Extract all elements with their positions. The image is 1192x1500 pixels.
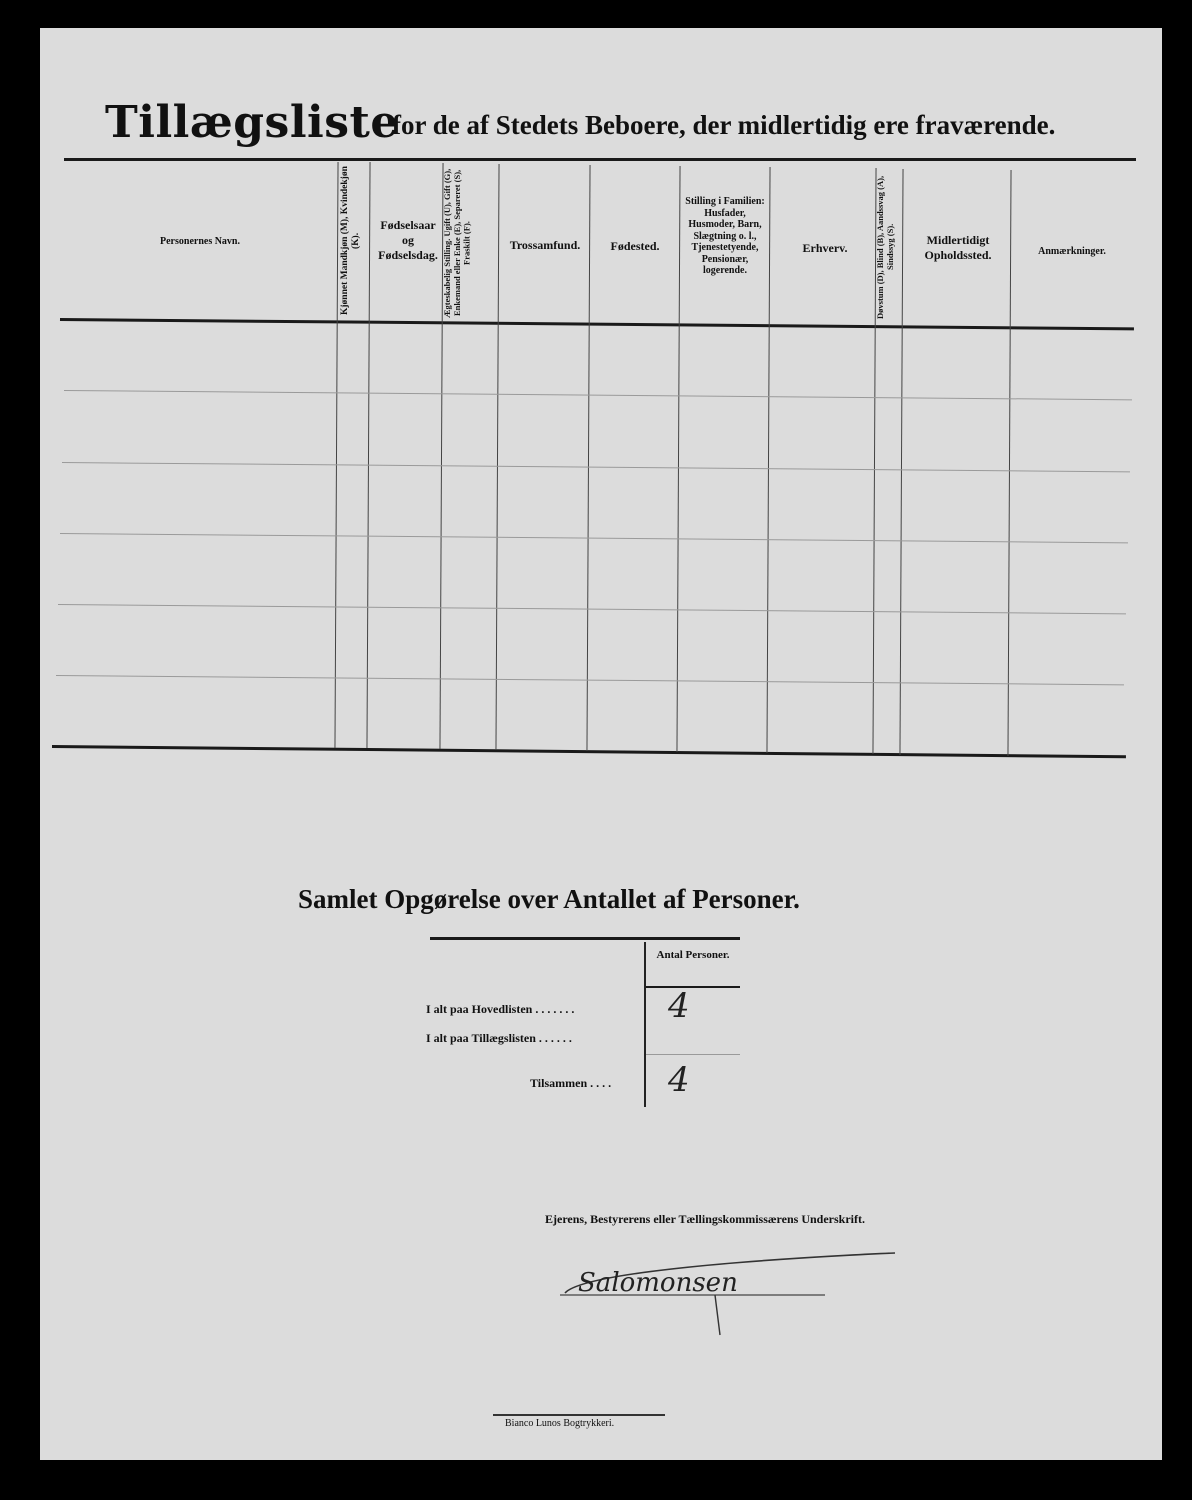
summary-value-hovedlisten: 4 [668, 986, 690, 1026]
summary-col-divider [644, 942, 646, 1107]
form-subtitle-emphasis: fraværende. [915, 110, 1056, 140]
header-erhverv: Erhverv. [802, 241, 848, 255]
summary-row-line [646, 1054, 740, 1055]
header-stilling: Stilling i Familien: Husfader, Husmoder, Barn, Slægtning o. l., Tjenestetyende, Pensionær, logerende. [685, 196, 765, 276]
form-title: Tillægsliste [105, 97, 399, 148]
summary-col-header: Antal Personer. [656, 949, 730, 961]
summary-label-tillaegslisten: I alt paa Tillægslisten . . . . . . [426, 1031, 572, 1045]
summary-label-tilsammen: Tilsammen . . . . [530, 1076, 612, 1090]
summary-title: Samlet Opgørelse over Antallet af Personer. [298, 884, 800, 914]
header-aegt: Ægteskabelig Stilling. Ugift (U), Gift (G), Enkemand eller Enke (E), Separeret (S), Fraskilt (F). [442, 168, 472, 318]
summary-header-line [646, 986, 740, 988]
printer-imprint: Bianco Lunos Bogtrykkeri. [505, 1418, 615, 1429]
header-fodested: Fødested. [610, 239, 660, 253]
summary-label-hovedlisten: I alt paa Hovedlisten . . . . . . . [426, 1002, 575, 1016]
summary-top-line [430, 937, 740, 940]
summary-value-tilsammen: 4 [668, 1060, 690, 1100]
header-navn: Personernes Navn. [160, 236, 240, 247]
header-opholdssted: Midlertidigt Opholdssted. [924, 233, 992, 262]
signature-handwritten: Salomonsen [578, 1268, 738, 1298]
header-fodsel: Fødselsaar og Fødselsdag. [378, 218, 438, 262]
signature-graphic [550, 1245, 910, 1340]
form-subtitle-text: for de af Stedets Beboere, der midlertidig ere [392, 110, 909, 140]
header-anm: Anmærkninger. [1038, 246, 1106, 257]
form-subtitle [392, 110, 1055, 141]
header-helse: Døvstum (D), Blind (B), Aandssvag (A), Sindssyg (S). [875, 175, 895, 319]
printer-underline [493, 1414, 665, 1416]
signature-caption: Ejerens, Bestyrerens eller Tællingskommissærens Underskrift. [545, 1212, 865, 1226]
table-top-border [64, 158, 1136, 161]
header-tro: Trossamfund. [509, 238, 581, 252]
header-kjon: Kjønnet Mandkjøn (M), Kvindekjøn (K). [340, 166, 361, 316]
